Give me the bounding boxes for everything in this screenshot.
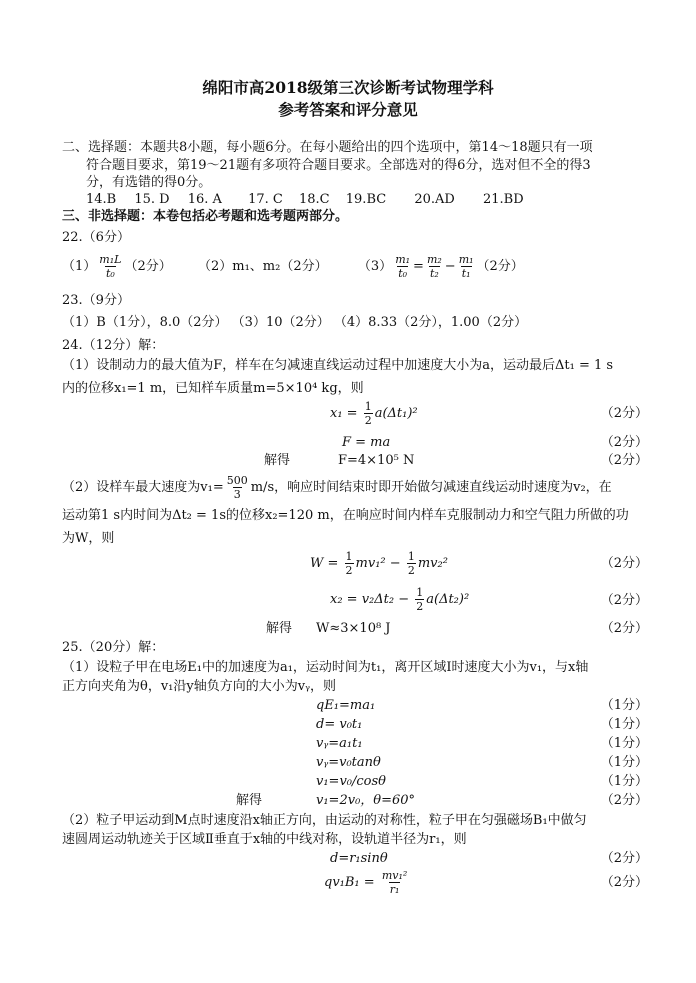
q24-score-4: （2分） (600, 556, 648, 571)
q24-eq1-half: $\frac{1}{2}$ (364, 400, 372, 427)
q24-eq5-rhs: a(Δt₂)² (426, 592, 470, 607)
answer-19: 19.BC (345, 192, 387, 207)
q25-score-6: （2分） (600, 793, 648, 808)
answer-15: 15. D (134, 192, 170, 207)
answer-21: 21.BD (482, 192, 524, 207)
q24-heading: 24.（12分）解： (62, 338, 165, 353)
q25-eq3: vᵧ=a₁t₁ (316, 736, 363, 751)
q24-score-6: （2分） (600, 621, 648, 636)
q25-score-3: （1分） (600, 736, 648, 751)
q24-eq4-half-b: $\frac{1}{2}$ (407, 550, 415, 577)
q22-minus: − (444, 259, 456, 274)
q24-result-1: F=4×10⁵ N (338, 453, 415, 468)
q22-part1-label: （1） (62, 259, 97, 274)
q23-heading: 23.（9分） (62, 293, 130, 308)
q24-score-3: （2分） (600, 453, 648, 468)
q24-eq1 (330, 398, 418, 430)
q22-part2: （2）m₁、m₂（2分） (198, 259, 328, 274)
q25-score-5: （1分） (600, 774, 648, 789)
answer-20: 20.AD (414, 192, 455, 207)
answer-17: 17. C (248, 192, 283, 207)
answer-18: 18.C (299, 192, 330, 207)
q22-equals: = (413, 259, 424, 274)
q25-eq8 (324, 866, 410, 900)
q22-part3-label: （3） (357, 259, 393, 274)
q24-eq2: F = ma (342, 435, 391, 450)
q25-score-2: （1分） (600, 717, 648, 732)
q24-p1-line1: （1）设制动力的最大值为F，样车在匀减速直线运动过程中加速度大小为a，运动最后Δt₁ = 1 s (62, 358, 614, 373)
q24-solve-label-2: 解得 (266, 621, 293, 636)
q25-p1-line1: （1）设粒子甲在电场E₁中的加速度为a₁，运动时间为t₁，离开区域Ⅰ时速度大小为v₁，与x轴 (62, 660, 589, 675)
q24-eq5-lhs: x₂ = v₂Δt₂ − (330, 592, 410, 607)
q24-p2-line2: 运动第1 s内时间为Δt₂ = 1s的位移x₂=120 m，在响应时间内样车克服制动力和空气阻力所做的功 (62, 508, 629, 523)
q24-p2-line1 (62, 473, 612, 503)
sec3-heading: 三、非选择题：本卷包括必考题和选考题两部分。 (62, 209, 349, 224)
answer-16: 16. A (187, 192, 222, 207)
q22-score-3: （2分） (476, 259, 524, 274)
q24-eq1-rhs: a(Δt₁)² (374, 406, 418, 421)
q24-eq4-term-b: mv₂² (417, 556, 448, 571)
sec2-line3: 分，有选错的得0分。 (86, 175, 212, 190)
q25-eq7: d=r₁sinθ (330, 851, 388, 866)
q24-eq4 (310, 548, 448, 580)
q25-eq1: qE₁=ma₁ (316, 698, 376, 713)
q25-solve-label: 解得 (236, 793, 263, 808)
q25-eq8-fraction: $\frac{\text{mv₁²}}{\text{r₁}}$ (381, 869, 408, 896)
q22-score-1: （2分） (124, 259, 172, 274)
q24-eq1-lhs: x₁ = (330, 406, 358, 421)
q24-score-2: （2分） (600, 435, 648, 450)
q24-p2-line3: 为W，则 (62, 531, 115, 546)
q24-eq5 (330, 584, 469, 616)
sec2-line2: 符合题目要求，第19～21题有多项符合题目要求。全部选对的得6分，选对但不全的得3 (86, 158, 591, 173)
q22-fraction-3c: $\frac{\text{m₁}}{\text{t₁}}$ (458, 253, 474, 280)
q24-eq4-half-a: $\frac{1}{2}$ (345, 550, 353, 577)
sec2-line1: 二、选择题：本题共8小题，每小题6分。在每小题给出的四个选项中，第14～18题只有一项 (62, 140, 593, 155)
q24-eq4-term-a: mv₁² (355, 556, 386, 571)
q25-score-8: （2分） (600, 875, 648, 890)
q24-eq5-half: $\frac{1}{2}$ (416, 586, 424, 613)
q25-eq5: v₁=v₀/cosθ (316, 774, 386, 789)
q25-score-1: （1分） (600, 698, 648, 713)
q24-eq4-minus: − (389, 556, 401, 571)
doc-title: 绵阳市高2018级第三次诊断考试物理学科 (202, 78, 494, 97)
choice-answers (86, 191, 524, 208)
q24-speed-fraction: $\frac{500}{3}$ (226, 474, 248, 501)
q22-fraction-3a: $\frac{\text{m₁}}{\text{t₀}}$ (395, 253, 411, 280)
q22-fraction-1: $\frac{\text{m₁L}}{\text{t₀}}$ (99, 253, 122, 280)
q22-fraction-3b: $\frac{\text{m₂}}{\text{t₂}}$ (426, 253, 442, 280)
q25-score-4: （1分） (600, 755, 648, 770)
q25-eq8-lhs: qv₁B₁ = (324, 875, 375, 890)
q25-score-7: （2分） (600, 851, 648, 866)
q25-heading: 25.（20分）解： (62, 640, 165, 655)
q24-p2-text-b: m/s，响应时间结束时即开始做匀减速直线运动时速度为v₂，在 (250, 480, 612, 495)
q22-answers (62, 252, 524, 282)
q24-score-5: （2分） (600, 593, 648, 608)
q24-eq4-lhs: W = (310, 556, 339, 571)
q24-score-1: （2分） (600, 406, 648, 421)
q25-p1-line2: 正方向夹角为θ，v₁沿y轴负方向的大小为vᵧ，则 (62, 679, 336, 694)
q24-solve-label: 解得 (264, 453, 291, 468)
q23-answers: （1）B（1分），8.0（2分） （3）10（2分） （4）8.33（2分），1.00（2分） (62, 315, 528, 330)
doc-subtitle: 参考答案和评分意见 (278, 100, 418, 119)
q25-result-1: v₁=2v₀，θ=60° (316, 793, 416, 808)
q25-eq2: d= v₀t₁ (316, 717, 363, 732)
q22-heading: 22.（6分） (62, 230, 130, 245)
q25-eq4: vᵧ=v₀tanθ (316, 755, 381, 770)
q24-p2-text-a: （2）设样车最大速度为v₁= (62, 480, 224, 495)
answer-14: 14.B (86, 192, 117, 207)
q24-result-2: W≈3×10⁸ J (316, 621, 391, 636)
q25-p2-line2: 速圆周运动轨迹关于区域Ⅱ垂直于x轴的中线对称，设轨道半径为r₁，则 (62, 832, 467, 847)
q24-p1-line2: 内的位移x₁=1 m，已知样车质量m=5×10⁴ kg，则 (62, 381, 364, 396)
q25-p2-line1: （2）粒子甲运动到M点时速度沿x轴正方向，由运动的对称性，粒子甲在匀强磁场B₁中做匀 (62, 813, 587, 828)
